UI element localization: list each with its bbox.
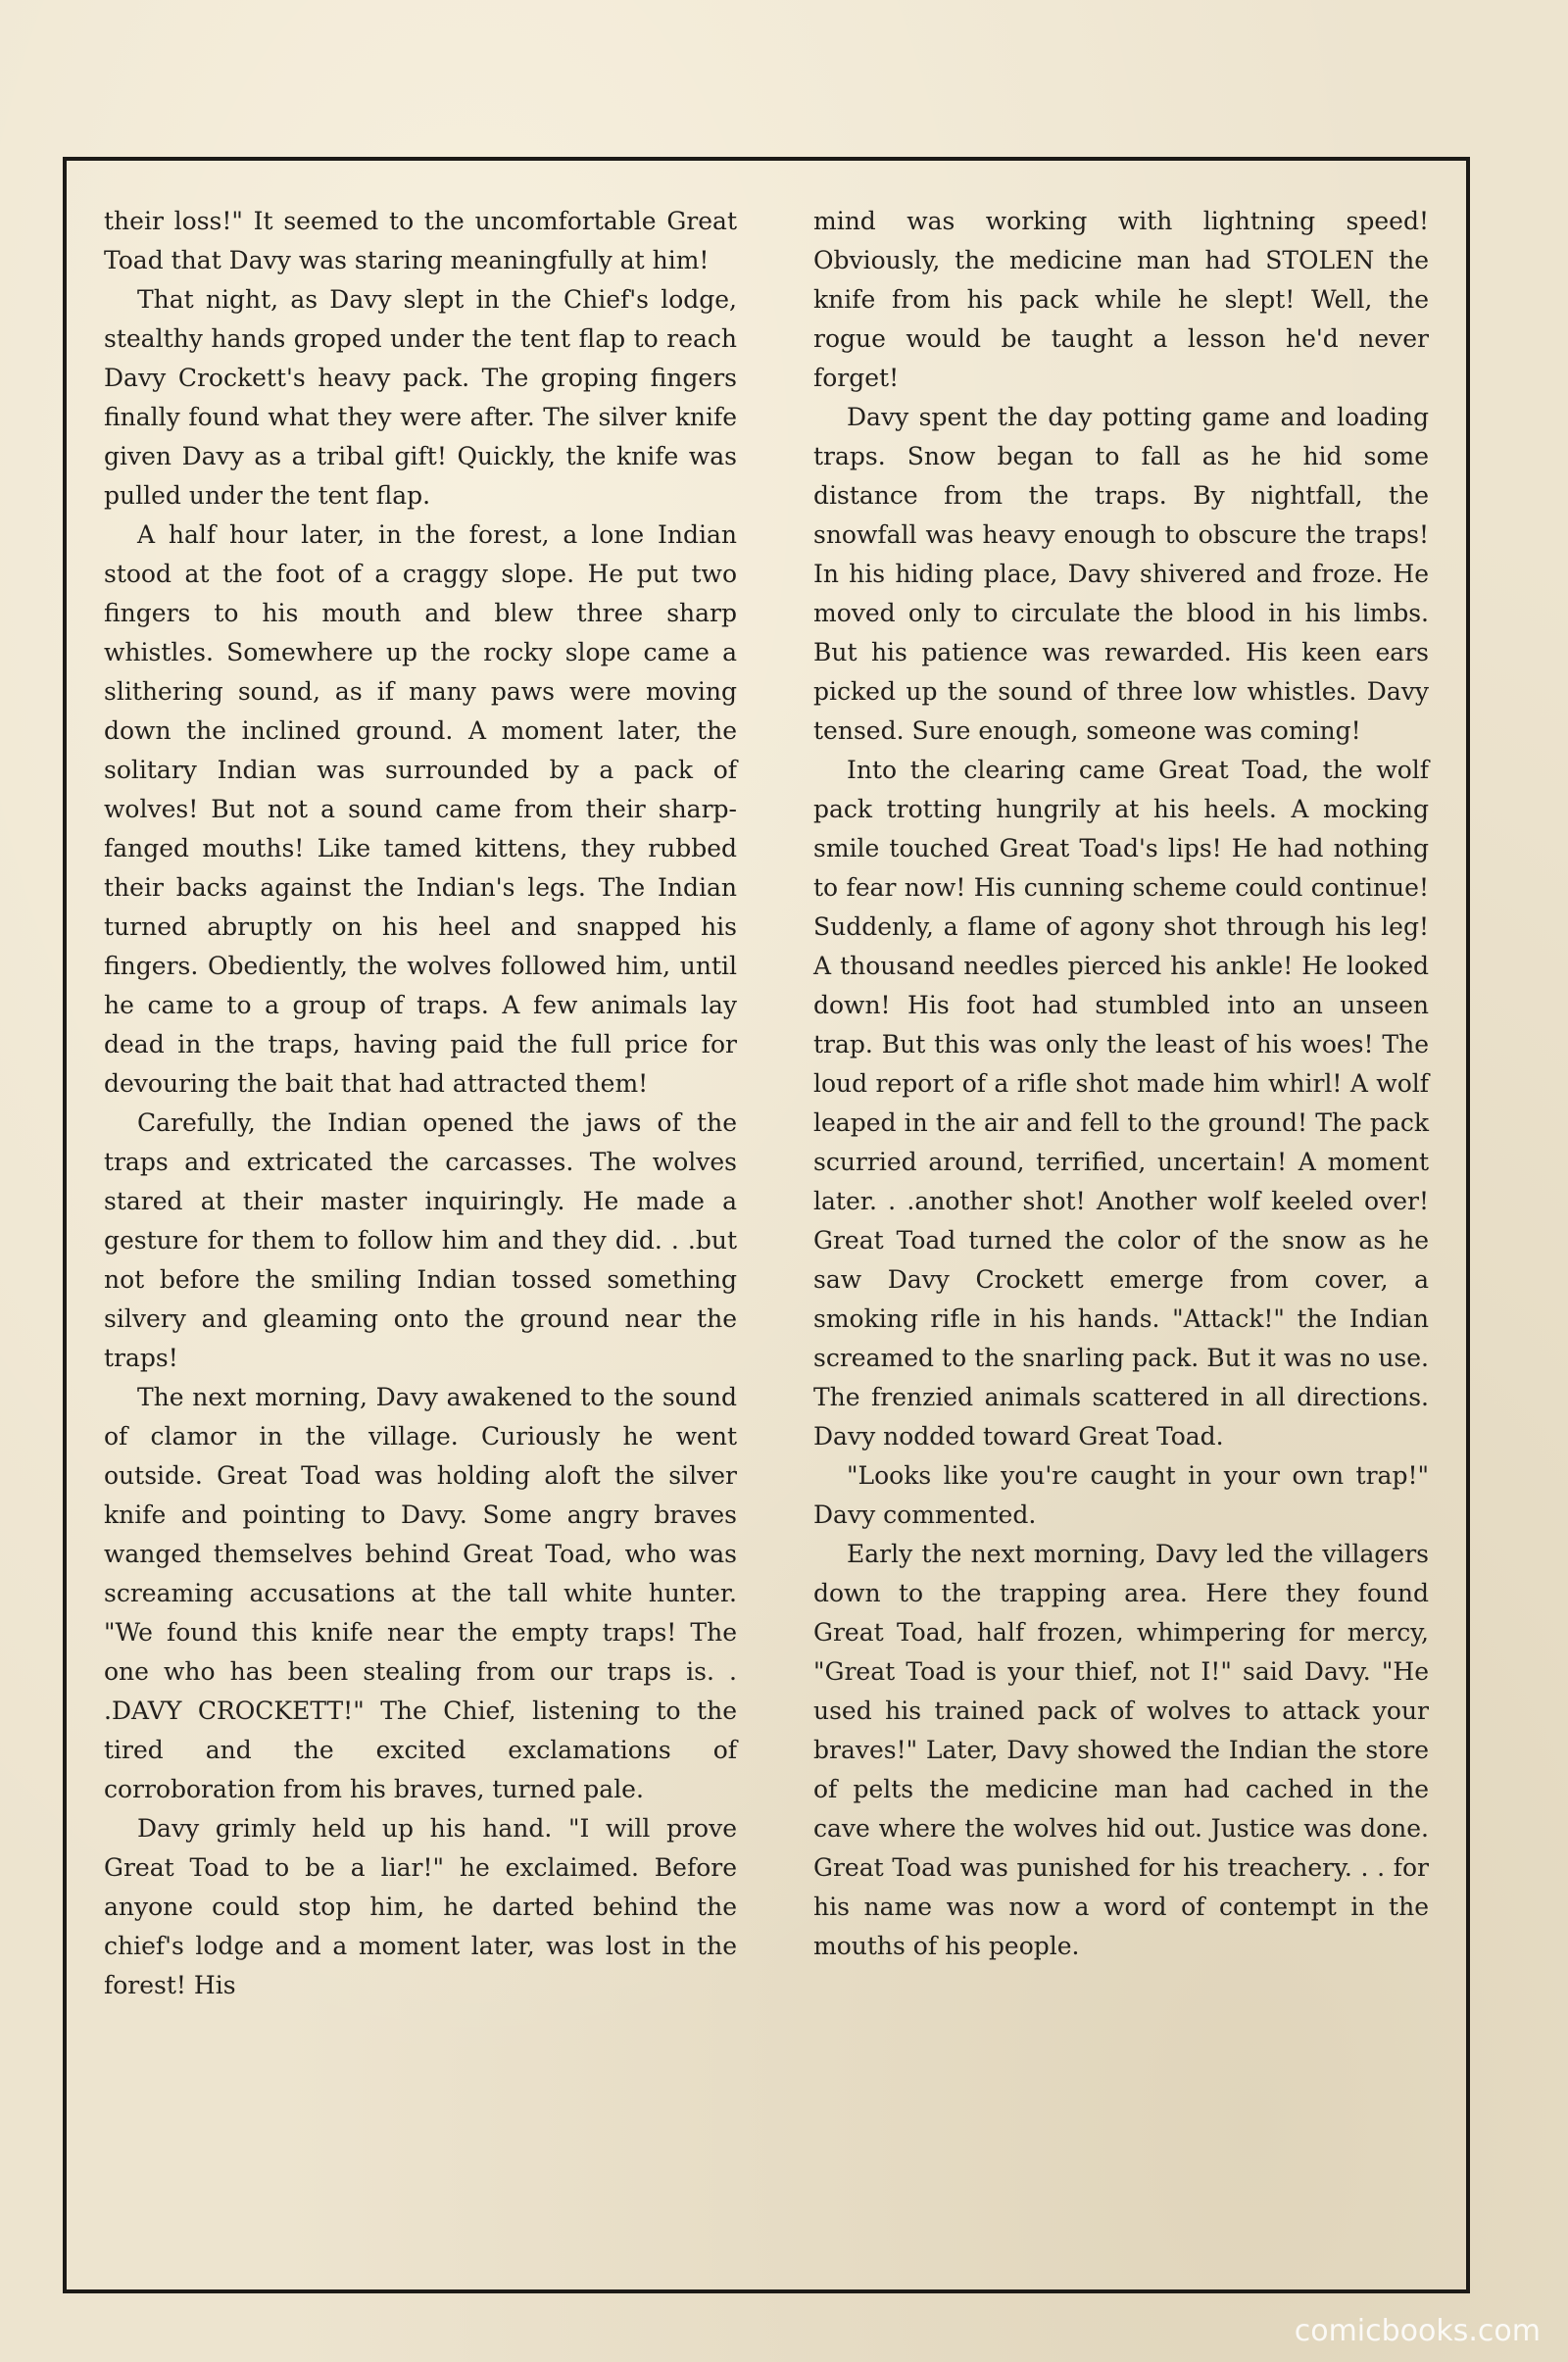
paragraph: their loss!" It seemed to the uncomfortable Great Toad that Davy was staring meaningfully at him!	[104, 207, 737, 274]
paragraph: Early the next morning, Davy led the villagers down to the trapping area. Here they found Great Toad, half frozen, whimpering for mercy, "Great Toad is your thief, not I!" said Davy. "He used his trained pack of wolves to attack your braves!" Later, Davy showed the Indian the store of pelts the medicine man had cached in the cave where the wolves hid out. Justice was done. Great Toad was punished for his treachery. . . for his name was now a word of contempt in the mouths of his people.	[813, 1540, 1429, 1960]
paragraph: The next morning, Davy awakened to the sound of clamor in the village. Curiously he went outside. Great Toad was holding aloft the silver knife and pointing to Davy. Some angry braves wanged themselves behind Great Toad, who was screaming accusations at the tall white hunter. "We found this knife near the empty traps! The one who has been stealing from our traps is. . .DAVY CROCKETT!" The Chief, listening to the tired and the excited exclamations of corroboration from his braves, turned pale.	[104, 1383, 737, 1803]
paragraph: A half hour later, in the forest, a lone Indian stood at the foot of a craggy slope. He put two fingers to his mouth and blew three sharp whistles. Somewhere up the rocky slope came a slithering sound, as if many paws were moving down the inclined ground. A moment later, the solitary Indian was surrounded by a pack of wolves! But not a sound came from their sharp-fanged mouths! Like tamed kittens, they rubbed their backs against the Indian's legs. The Indian turned abruptly on his heel and snapped his fingers. Obediently, the wolves followed him, until he came to a group of traps. A few animals lay dead in the traps, having paid the full price for devouring the bait that had attracted them!	[104, 520, 737, 1098]
paragraph: "Looks like you're caught in your own trap!" Davy commented.	[813, 1461, 1429, 1529]
paragraph: Davy grimly held up his hand. "I will prove Great Toad to be a liar!" he exclaimed. Before anyone could stop him, he darted behind the chief's lodge and a moment later, was lost in the forest! His	[104, 1814, 737, 1999]
paragraph: Carefully, the Indian opened the jaws of the traps and extricated the carcasses. The wolves stared at their master inquiringly. He made a gesture for them to follow him and they did. . .but not before the smiling Indian tossed something silvery and gleaming onto the ground near the traps!	[104, 1108, 737, 1372]
site-watermark: comicbooks.com	[1294, 2314, 1541, 2348]
paragraph: mind was working with lightning speed! Obviously, the medicine man had STOLEN the knife from his pack while he slept! Well, the rogue would be taught a lesson he'd never forget!	[813, 207, 1429, 392]
right-column	[813, 202, 1429, 1966]
paragraph: Davy spent the day potting game and loading traps. Snow began to fall as he hid some distance from the traps. By nightfall, the snowfall was heavy enough to obscure the traps! In his hiding place, Davy shivered and froze. He moved only to circulate the blood in his limbs. But his patience was rewarded. His keen ears picked up the sound of three low whistles. Davy tensed. Sure enough, someone was coming!	[813, 403, 1429, 745]
paragraph: That night, as Davy slept in the Chief's lodge, stealthy hands groped under the tent flap to reach Davy Crockett's heavy pack. The groping fingers finally found what they were after. The silver knife given Davy as a tribal gift! Quickly, the knife was pulled under the tent flap.	[104, 285, 737, 510]
paragraph: Into the clearing came Great Toad, the wolf pack trotting hungrily at his heels. A mocking smile touched Great Toad's lips! He had nothing to fear now! His cunning scheme could continue! Suddenly, a flame of agony shot through his leg! A thousand needles pierced his ankle! He looked down! His foot had stumbled into an unseen trap. But this was only the least of his woes! The loud report of a rifle shot made him whirl! A wolf leaped in the air and fell to the ground! The pack scurried around, terrified, uncertain! A moment later. . .another shot! Another wolf keeled over! Great Toad turned the color of the snow as he saw Davy Crockett emerge from cover, a smoking rifle in his hands. "Attack!" the Indian screamed to the snarling pack. But it was no use. The frenzied animals scattered in all directions. Davy nodded toward Great Toad.	[813, 756, 1429, 1451]
left-column	[104, 202, 737, 2005]
text-frame	[63, 157, 1470, 2293]
